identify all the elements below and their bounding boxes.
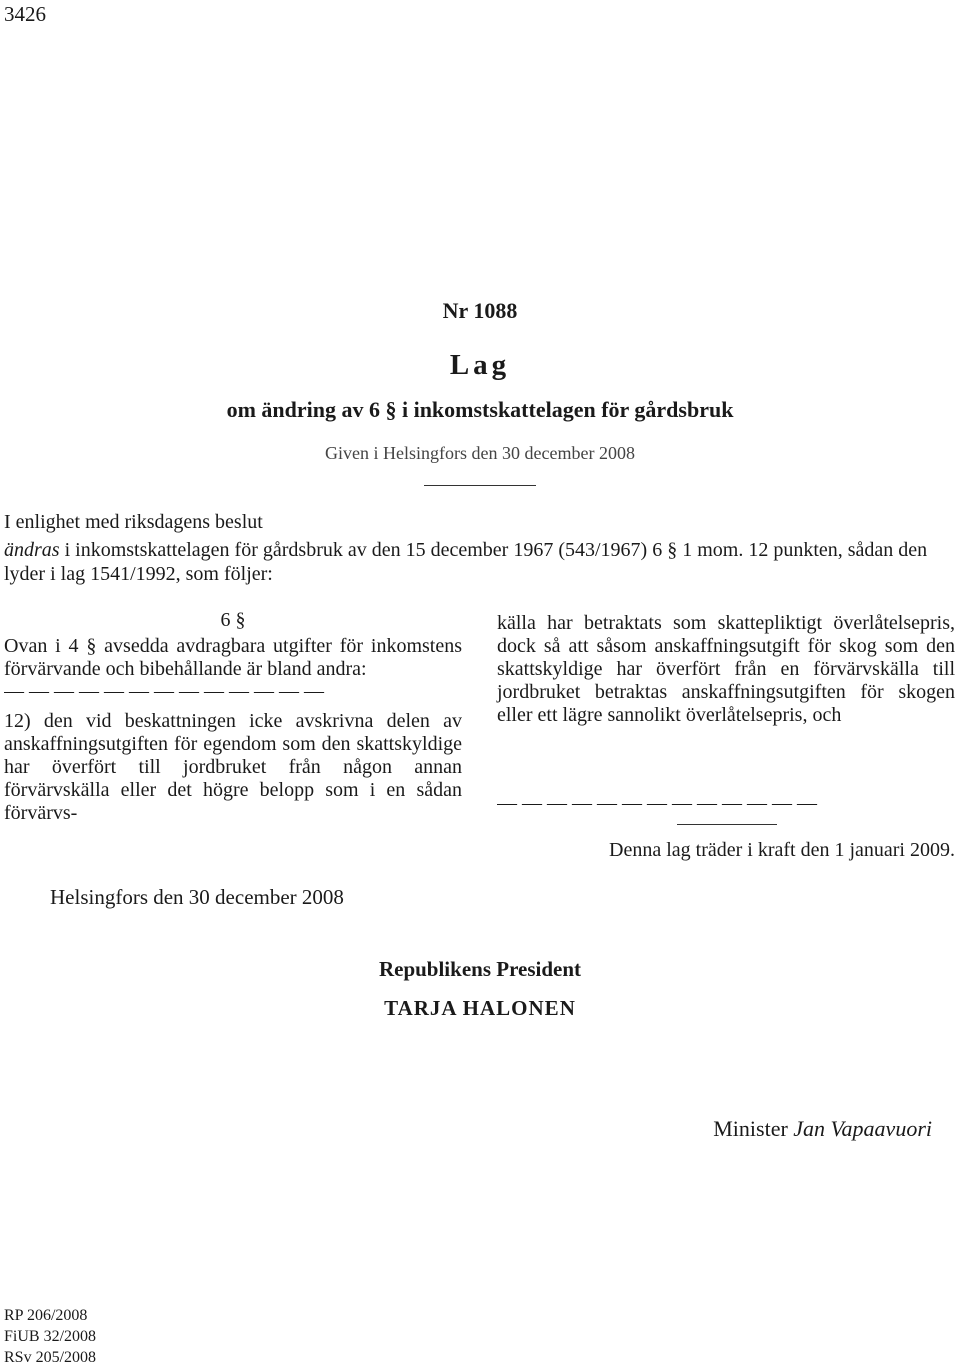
paragraph-12: 12) den vid beskattningen icke avskrivna delen av anskaffningsutgiften för egendom som den skattskyldige har överfört till jordbruket från någon annan förvärvskälla eller det högre belopp som i en sådan förvärvs- <box>4 710 462 824</box>
place-date: Helsingfors den 30 december 2008 <box>50 885 344 909</box>
minister-label: Minister <box>713 1116 788 1141</box>
minister-signature <box>713 1116 932 1142</box>
divider-right <box>677 824 777 825</box>
divider-top <box>424 485 536 486</box>
paragraph-continued: källa har betraktats som skattepliktigt överlåtelsepris, dock så att såsom anskaffningsutgift för skog som den skattskyldige har överfört från en förvärvskälla till jordbruket betraktas anskaffningsutgiften för skogen eller ett lägre sannolikt överlåtelsepris, och <box>497 612 955 726</box>
given-date: Given i Helsingfors den 30 december 2008 <box>325 443 635 463</box>
statute-subtitle: om ändring av 6 § i inkomstskattelagen för gårdsbruk <box>226 397 734 422</box>
paragraph-ovan: Ovan i 4 § avsedda avdragbara utgifter för inkomstens förvärvande och bibehållande är bland andra: <box>4 635 462 680</box>
minister-name: Jan Vapaavuori <box>793 1116 932 1141</box>
statute-number: Nr 1088 <box>442 298 518 323</box>
president-name: TARJA HALONEN <box>384 996 576 1020</box>
omission-dashes-right: — — — — — — — — — — — — — <box>497 792 817 814</box>
intro-paragraph <box>4 538 944 586</box>
page-number: 3426 <box>4 2 46 26</box>
reference-rp: RP 206/2008 <box>4 1307 88 1324</box>
statute-title: Lag <box>449 349 511 381</box>
references <box>4 1305 96 1368</box>
omission-dashes-left: — — — — — — — — — — — — — <box>4 680 324 702</box>
intro-line-1: I enlighet med riksdagens beslut <box>4 511 263 533</box>
president-title: Republikens President <box>378 957 582 981</box>
intro-rest: i inkomstskattelagen för gårdsbruk av den 15 december 1967 (543/1967) 6 § 1 mom. 12 punkten, sådan den lyder i lag 1541/1992, som följer: <box>4 539 928 585</box>
reference-rsv: RSv 205/2008 <box>4 1349 97 1366</box>
section-number: 6 § <box>220 609 246 631</box>
reference-fiub: FiUB 32/2008 <box>4 1328 97 1345</box>
intro-andras: ändras <box>4 539 60 561</box>
in-force-clause: Denna lag träder i kraft den 1 januari 2009. <box>609 839 955 861</box>
